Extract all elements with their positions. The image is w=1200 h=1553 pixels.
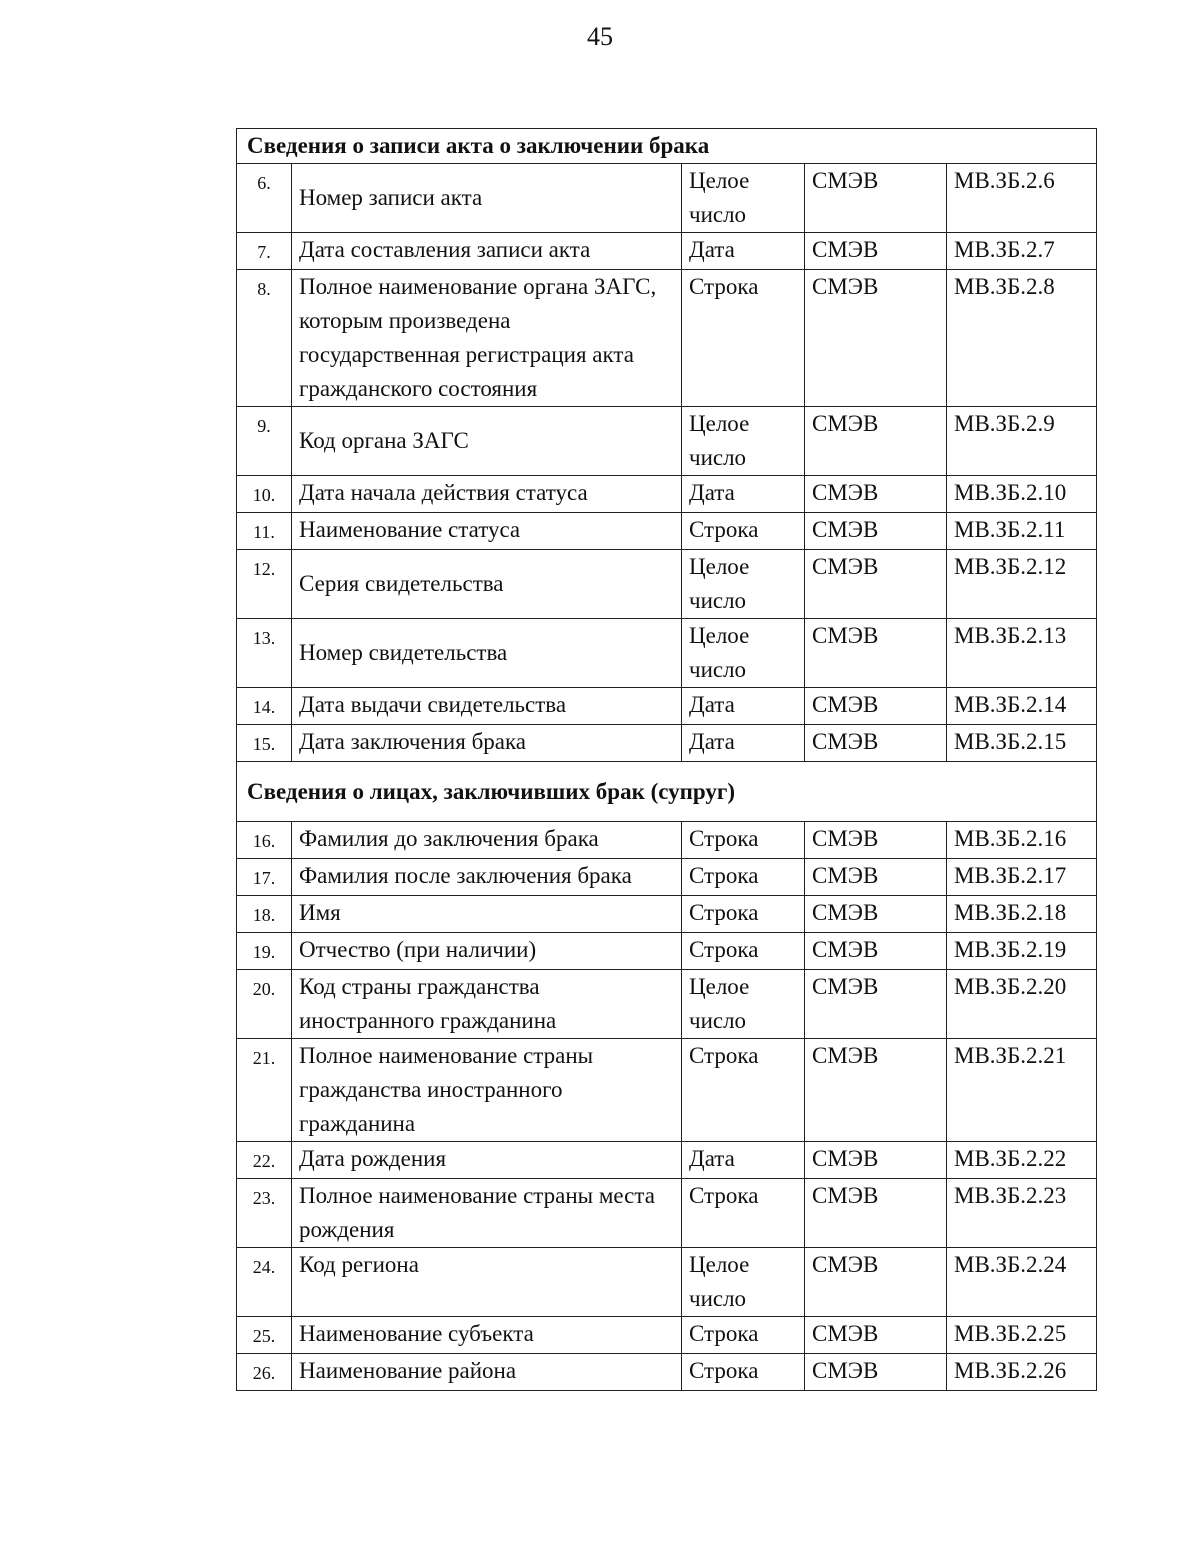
field-source: СМЭВ <box>805 233 947 270</box>
field-name: Код региона <box>292 1248 682 1317</box>
row-number: 22. <box>237 1142 292 1179</box>
row-number: 11. <box>237 513 292 550</box>
table-row <box>237 896 1097 933</box>
field-source: СМЭВ <box>805 896 947 933</box>
table-body <box>237 129 1097 1391</box>
field-code: МВ.ЗБ.2.13 <box>947 619 1097 688</box>
field-type: Дата <box>682 233 805 270</box>
field-code: МВ.ЗБ.2.18 <box>947 896 1097 933</box>
table-row <box>237 859 1097 896</box>
field-source: СМЭВ <box>805 1179 947 1248</box>
field-name: Наименование субъекта <box>292 1317 682 1354</box>
field-name: Полное наименование страны места рождения <box>292 1179 682 1248</box>
field-source: СМЭВ <box>805 1354 947 1391</box>
field-source: СМЭВ <box>805 688 947 725</box>
field-type: Строка <box>682 270 805 407</box>
field-name: Фамилия до заключения брака <box>292 822 682 859</box>
table-row <box>237 270 1097 407</box>
field-type: Строка <box>682 1317 805 1354</box>
row-number: 17. <box>237 859 292 896</box>
field-code: МВ.ЗБ.2.8 <box>947 270 1097 407</box>
field-type: Строка <box>682 1354 805 1391</box>
section-title: Сведения о лицах, заключивших брак (супруг) <box>237 762 1097 822</box>
field-name: Отчество (при наличии) <box>292 933 682 970</box>
row-number: 6. <box>237 164 292 233</box>
row-number: 25. <box>237 1317 292 1354</box>
table-row <box>237 1142 1097 1179</box>
field-type: Строка <box>682 822 805 859</box>
field-source: СМЭВ <box>805 619 947 688</box>
row-number: 24. <box>237 1248 292 1317</box>
field-name: Дата выдачи свидетельства <box>292 688 682 725</box>
table-row <box>237 1039 1097 1142</box>
field-name: Полное наименование органа ЗАГС, которым произведена государственная регистрация акта гражданского состояния <box>292 270 682 407</box>
table-row <box>237 1248 1097 1317</box>
field-type: Строка <box>682 859 805 896</box>
row-number: 14. <box>237 688 292 725</box>
table-row <box>237 970 1097 1039</box>
field-source: СМЭВ <box>805 1317 947 1354</box>
field-code: МВ.ЗБ.2.10 <box>947 476 1097 513</box>
field-code: МВ.ЗБ.2.11 <box>947 513 1097 550</box>
field-source: СМЭВ <box>805 933 947 970</box>
field-source: СМЭВ <box>805 970 947 1039</box>
field-name: Дата рождения <box>292 1142 682 1179</box>
field-source: СМЭВ <box>805 822 947 859</box>
row-number: 23. <box>237 1179 292 1248</box>
section-header <box>237 129 1097 164</box>
field-code: МВ.ЗБ.2.19 <box>947 933 1097 970</box>
section-header <box>237 762 1097 822</box>
field-code: МВ.ЗБ.2.6 <box>947 164 1097 233</box>
field-type: Дата <box>682 476 805 513</box>
field-source: СМЭВ <box>805 859 947 896</box>
field-source: СМЭВ <box>805 513 947 550</box>
field-source: СМЭВ <box>805 1248 947 1317</box>
field-name: Имя <box>292 896 682 933</box>
field-name: Код органа ЗАГС <box>292 407 682 476</box>
table-row <box>237 688 1097 725</box>
table-row <box>237 476 1097 513</box>
row-number: 8. <box>237 270 292 407</box>
field-type: Строка <box>682 933 805 970</box>
table-row <box>237 550 1097 619</box>
field-code: МВ.ЗБ.2.16 <box>947 822 1097 859</box>
field-name: Дата составления записи акта <box>292 233 682 270</box>
field-type: Строка <box>682 1179 805 1248</box>
field-name: Код страны гражданства иностранного гражданина <box>292 970 682 1039</box>
field-source: СМЭВ <box>805 1142 947 1179</box>
table-row <box>237 164 1097 233</box>
field-type: Дата <box>682 725 805 762</box>
table-row <box>237 933 1097 970</box>
field-source: СМЭВ <box>805 725 947 762</box>
field-type: Целое число <box>682 164 805 233</box>
table-row <box>237 1354 1097 1391</box>
field-type: Целое число <box>682 407 805 476</box>
field-type: Дата <box>682 1142 805 1179</box>
field-source: СМЭВ <box>805 550 947 619</box>
row-number: 7. <box>237 233 292 270</box>
table-row <box>237 407 1097 476</box>
field-name: Полное наименование страны гражданства иностранного гражданина <box>292 1039 682 1142</box>
field-code: МВ.ЗБ.2.25 <box>947 1317 1097 1354</box>
field-name: Наименование статуса <box>292 513 682 550</box>
field-name: Номер свидетельства <box>292 619 682 688</box>
field-code: МВ.ЗБ.2.24 <box>947 1248 1097 1317</box>
field-name: Дата заключения брака <box>292 725 682 762</box>
table-row <box>237 1179 1097 1248</box>
row-number: 18. <box>237 896 292 933</box>
field-source: СМЭВ <box>805 270 947 407</box>
field-code: МВ.ЗБ.2.26 <box>947 1354 1097 1391</box>
field-code: МВ.ЗБ.2.14 <box>947 688 1097 725</box>
field-name: Номер записи акта <box>292 164 682 233</box>
row-number: 19. <box>237 933 292 970</box>
table-row <box>237 725 1097 762</box>
field-name: Наименование района <box>292 1354 682 1391</box>
row-number: 21. <box>237 1039 292 1142</box>
field-code: МВ.ЗБ.2.23 <box>947 1179 1097 1248</box>
table-row <box>237 233 1097 270</box>
field-type: Целое число <box>682 970 805 1039</box>
row-number: 10. <box>237 476 292 513</box>
field-type: Целое число <box>682 1248 805 1317</box>
field-name: Фамилия после заключения брака <box>292 859 682 896</box>
field-type: Строка <box>682 896 805 933</box>
field-code: МВ.ЗБ.2.7 <box>947 233 1097 270</box>
field-name: Дата начала действия статуса <box>292 476 682 513</box>
field-name: Серия свидетельства <box>292 550 682 619</box>
row-number: 26. <box>237 1354 292 1391</box>
field-code: МВ.ЗБ.2.22 <box>947 1142 1097 1179</box>
field-type: Строка <box>682 1039 805 1142</box>
table-row <box>237 1317 1097 1354</box>
page-number: 45 <box>587 22 613 51</box>
field-source: СМЭВ <box>805 476 947 513</box>
row-number: 16. <box>237 822 292 859</box>
field-source: СМЭВ <box>805 164 947 233</box>
data-fields-table <box>236 128 1097 1391</box>
field-code: МВ.ЗБ.2.17 <box>947 859 1097 896</box>
field-code: МВ.ЗБ.2.12 <box>947 550 1097 619</box>
table-row <box>237 619 1097 688</box>
field-type: Целое число <box>682 619 805 688</box>
field-source: СМЭВ <box>805 1039 947 1142</box>
field-code: МВ.ЗБ.2.20 <box>947 970 1097 1039</box>
row-number: 13. <box>237 619 292 688</box>
table-row <box>237 822 1097 859</box>
table-row <box>237 513 1097 550</box>
section-title: Сведения о записи акта о заключении брака <box>237 129 1097 164</box>
row-number: 9. <box>237 407 292 476</box>
field-code: МВ.ЗБ.2.15 <box>947 725 1097 762</box>
field-code: МВ.ЗБ.2.9 <box>947 407 1097 476</box>
field-source: СМЭВ <box>805 407 947 476</box>
field-type: Дата <box>682 688 805 725</box>
field-type: Целое число <box>682 550 805 619</box>
row-number: 20. <box>237 970 292 1039</box>
field-type: Строка <box>682 513 805 550</box>
row-number: 15. <box>237 725 292 762</box>
field-code: МВ.ЗБ.2.21 <box>947 1039 1097 1142</box>
row-number: 12. <box>237 550 292 619</box>
